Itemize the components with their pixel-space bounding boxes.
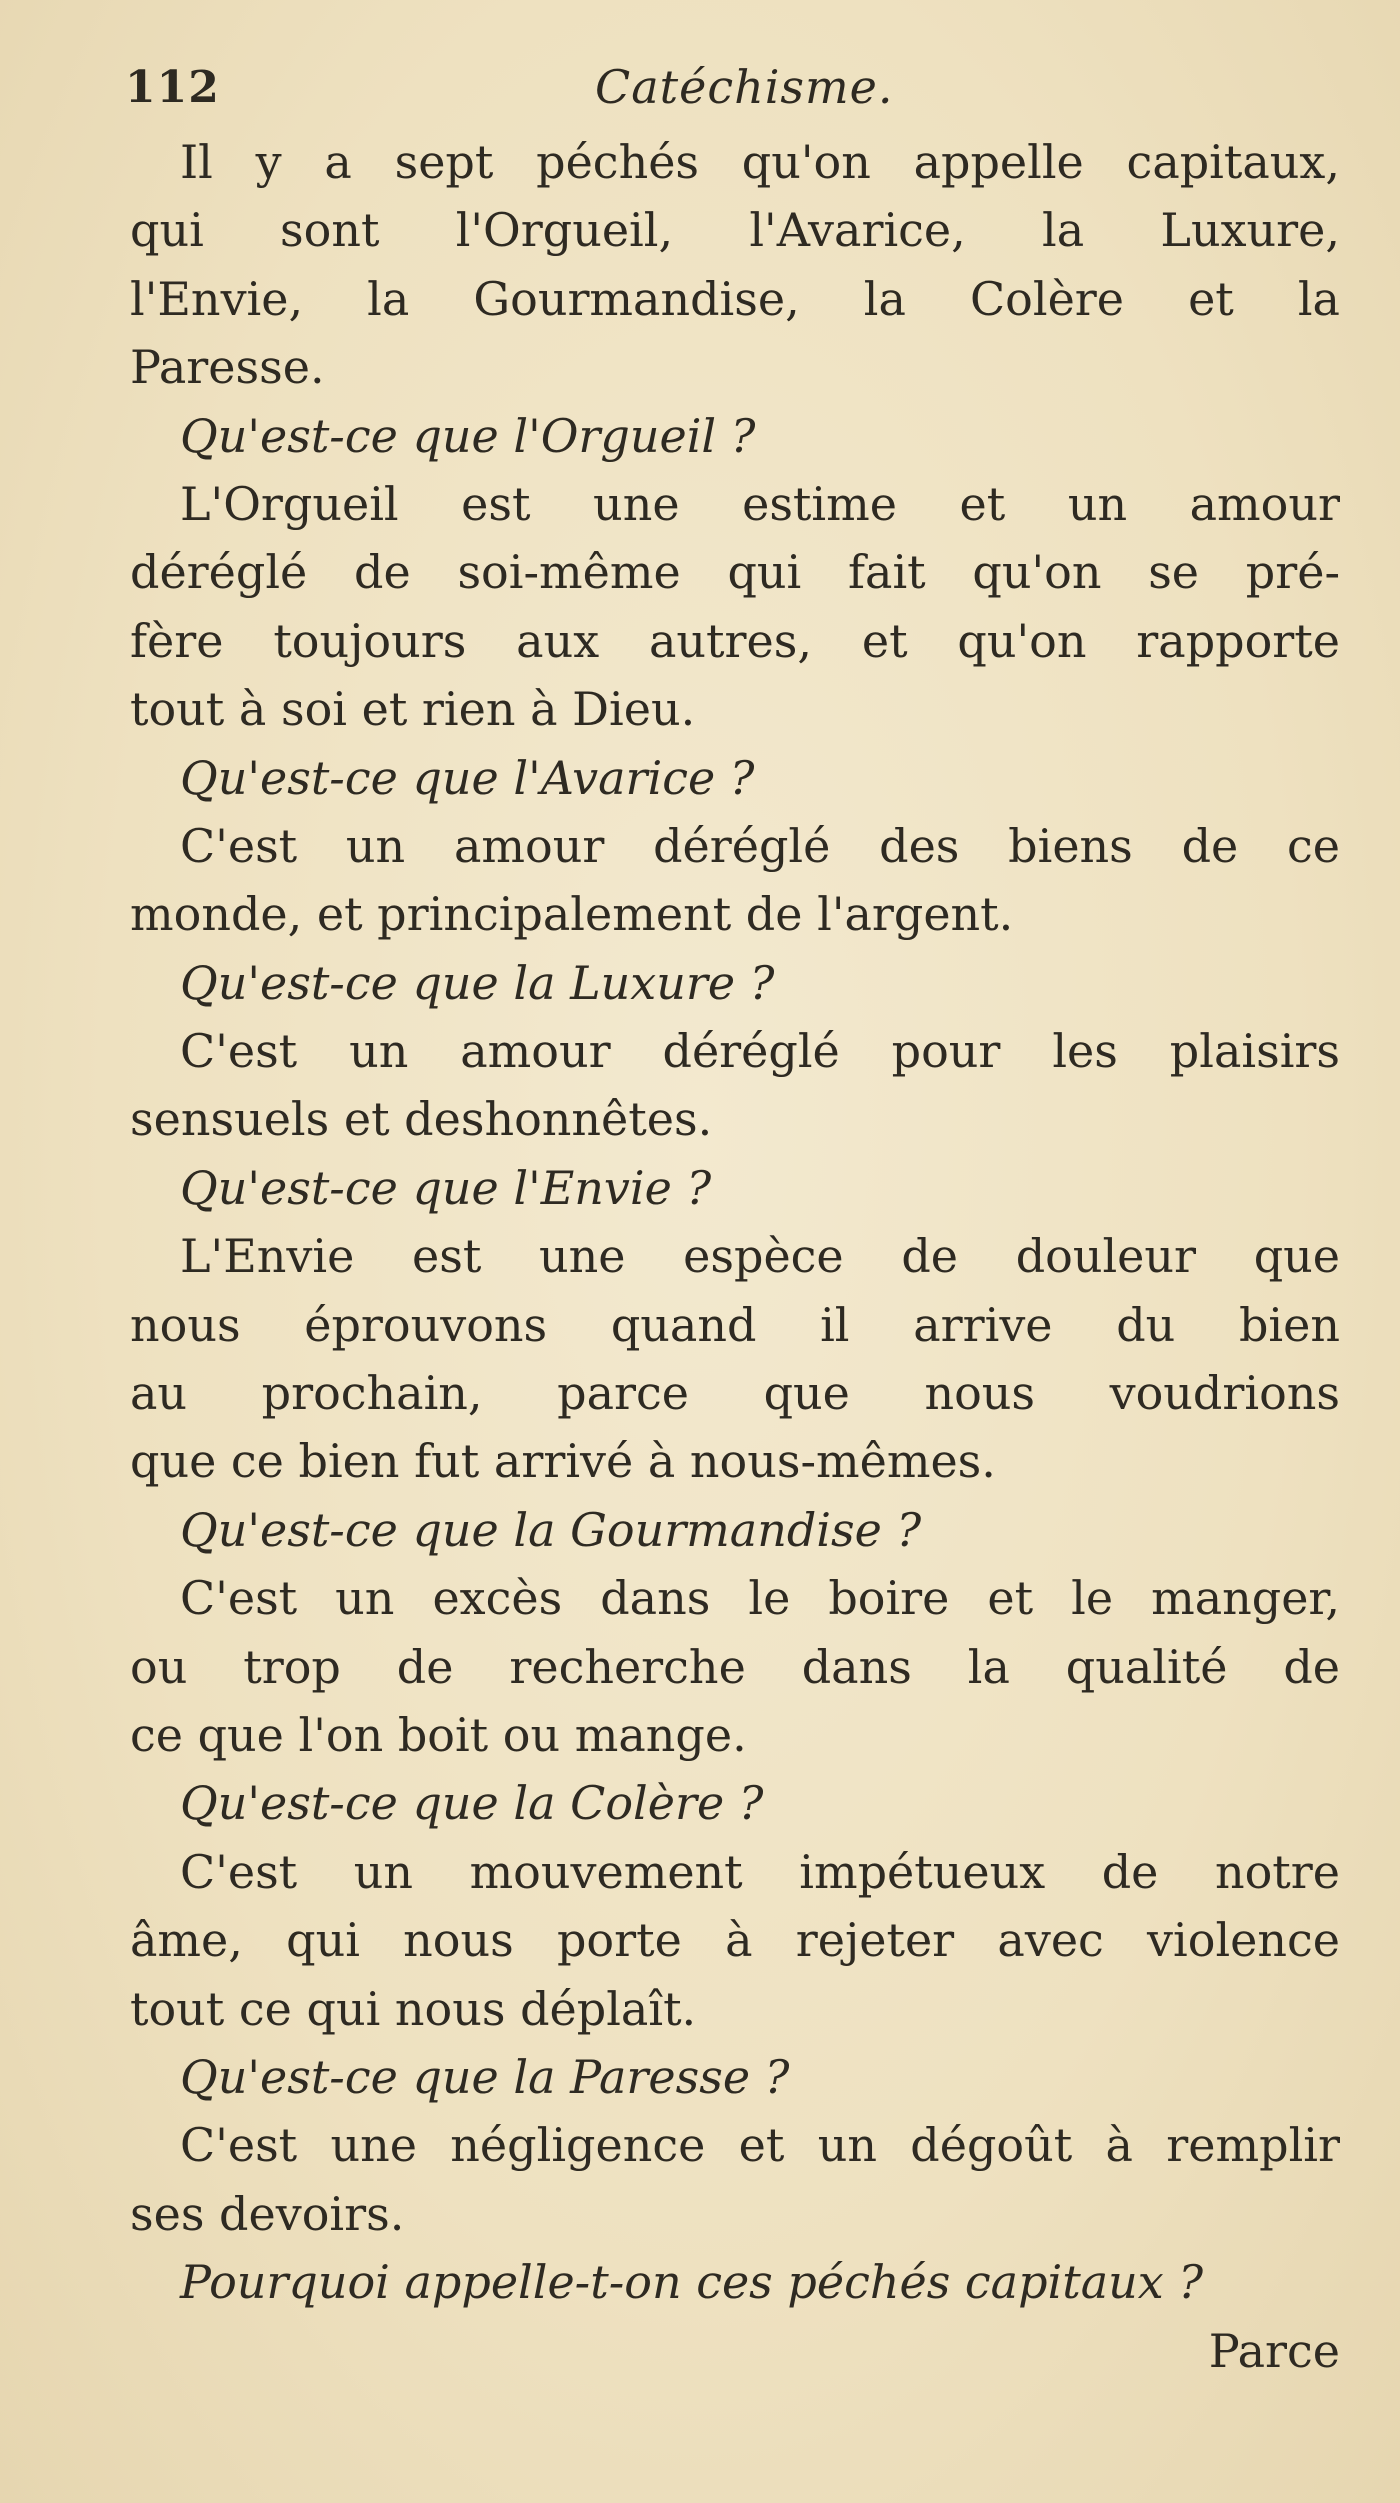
answer-line: Il y a sept péchés qu'on appelle capitaux, xyxy=(180,135,1340,189)
answer-line: C'est un mouvement impétueux de notre xyxy=(180,1844,1340,1899)
answer-line: tout à soi et rien à Dieu. xyxy=(130,682,696,737)
answer-line: monde, et principalement de l'argent. xyxy=(130,887,1014,942)
catchword: Parce xyxy=(1208,2323,1340,2378)
answer-line: ses devoirs. xyxy=(130,2186,405,2241)
answer-line: L'Orgueil est une estime et un amour xyxy=(180,476,1340,531)
answer-line: au prochain, parce que nous voudrions xyxy=(130,1366,1340,1421)
answer-line: qui sont l'Orgueil, l'Avarice, la Luxure, xyxy=(130,203,1340,258)
answer-line: l'Envie, la Gourmandise, la Colère et la xyxy=(130,271,1340,326)
question-line: Qu'est-ce que la Paresse ? xyxy=(180,2049,790,2104)
answer-line: âme, qui nous porte à rejeter avec violence xyxy=(130,1913,1340,1968)
answer-line: fère toujours aux autres, et qu'on rapporte xyxy=(130,613,1340,668)
page-number: 112 xyxy=(125,62,220,113)
page-header xyxy=(125,62,1335,132)
running-title: Catéchisme. xyxy=(595,60,894,114)
question-line: Qu'est-ce que l'Envie ? xyxy=(180,1160,712,1215)
question-line: Qu'est-ce que l'Orgueil ? xyxy=(180,408,756,463)
answer-line: nous éprouvons quand il arrive du bien xyxy=(130,1297,1340,1352)
answer-line: C'est un amour déréglé pour les plaisirs xyxy=(180,1024,1340,1079)
question-line: Qu'est-ce que la Colère ? xyxy=(180,1776,764,1831)
answer-line: tout ce qui nous déplaît. xyxy=(130,1981,697,2036)
question-line: Qu'est-ce que l'Avarice ? xyxy=(180,750,755,805)
question-line: Pourquoi appelle-t-on ces péchés capitaux ? xyxy=(180,2255,1204,2310)
answer-line: ce que l'on boit ou mange. xyxy=(130,1707,747,1762)
answer-line: Paresse. xyxy=(130,340,325,395)
question-line: Qu'est-ce que la Gourmandise ? xyxy=(180,1502,922,1557)
answer-line: C'est un amour déréglé des biens de ce xyxy=(180,818,1340,873)
body-text xyxy=(130,128,1340,2385)
answer-line: déréglé de soi-même qui fait qu'on se pré- xyxy=(130,545,1340,600)
answer-line: ou trop de recherche dans la qualité de xyxy=(130,1639,1340,1694)
answer-line: que ce bien fut arrivé à nous-mêmes. xyxy=(130,1434,996,1489)
question-line: Qu'est-ce que la Luxure ? xyxy=(180,955,775,1010)
answer-line: C'est une négligence et un dégoût à remplir xyxy=(180,2118,1340,2173)
answer-line: C'est un excès dans le boire et le manger, xyxy=(180,1571,1340,1626)
answer-line: sensuels et deshonnêtes. xyxy=(130,1092,713,1147)
answer-line: L'Envie est une espèce de douleur que xyxy=(180,1229,1340,1284)
